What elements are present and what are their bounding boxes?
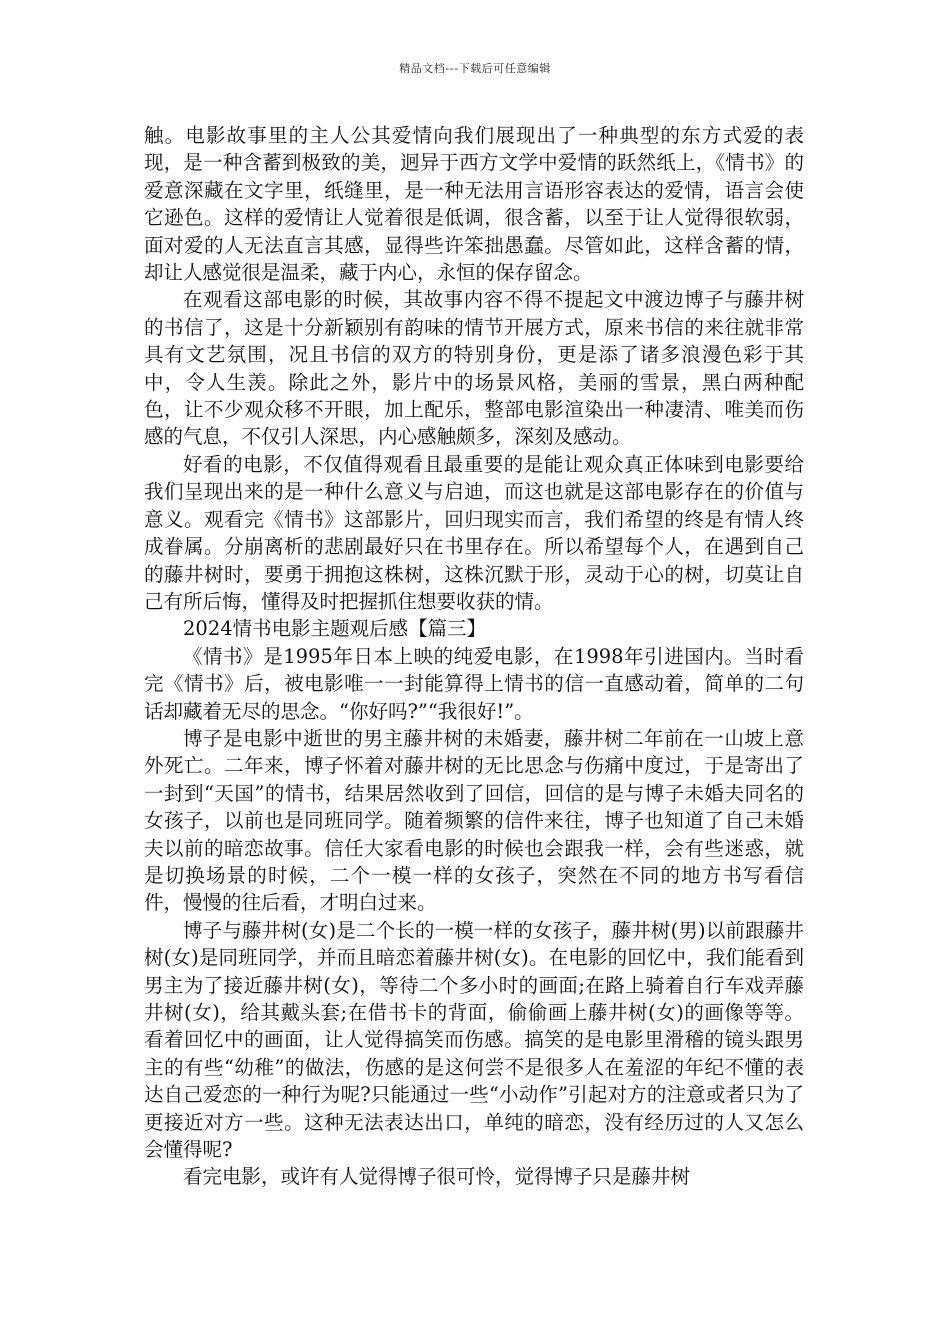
document-body: [144, 122, 804, 1191]
paragraph-2: 在观看这部电影的时候，其故事内容不得不提起文中渡边博子与藤井树的书信了，这是十分新颖别有韵味的情节开展方式，原来书信的来往就非常具有文艺氛围，况且书信的双方的特别身份，更是添了诸多浪漫色彩于其中，令人生羡。除此之外，影片中的场景风格，美丽的雪景，黑白两种配色，让不少观众移不开眼，加上配乐，整部电影渲染出一种凄清、唯美而伤感的气息，不仅引人深思，内心感触颇多，深刻及感动。: [144, 288, 804, 449]
page-header: 精品文档---下载后可任意编辑: [399, 62, 551, 75]
section-heading: 2024情书电影主题观后感【篇三】: [183, 617, 487, 641]
paragraph-3: 好看的电影，不仅值得观看且最重要的是能让观众真正体味到电影要给我们呈现出来的是一种什么意义与启迪，而这也就是这部电影存在的价值与意义。观看完《情书》这部影片，回归现实而言，我们希望的终是有情人终成眷属。分崩离析的悲剧最好只在书里存在。所以希望每个人，在遇到自己的藤井树时，要勇于拥抱这株树，这株沉默于形，灵动于心的树，切莫让自己有所后悔，懂得及时把握抓住想要收获的情。: [144, 452, 804, 613]
paragraph-4: 《情书》是1995年日本上映的纯爱电影，在1998年引进国内。当时看完《情书》后，被电影唯一一封能算得上情书的信一直感动着，简单的二句话却藏着无尽的思念。“你好吗?”“我很好!”。: [144, 644, 804, 723]
paragraph-5: 博子是电影中逝世的男主藤井树的未婚妻，藤井树二年前在一山坡上意外死亡。二年来，博子怀着对藤井树的无比思念与伤痛中度过，于是寄出了一封到“天国”的情书，结果居然收到了回信，回信的是与博子未婚夫同名的女孩子，以前也是同班同学。随着频繁的信件来往，博子也知道了自己未婚夫以前的暗恋故事。信任大家看电影的时候也会跟我一样，会有些迷惑，就是切换场景的时候，二个一模一样的女孩子，突然在不同的地方书写看信件，慢慢的往后看，才明白过来。: [144, 726, 804, 915]
paragraph-7: 看完电影，或许有人觉得博子很可怜，觉得博子只是藤井树: [183, 1165, 691, 1189]
paragraph-6: 博子与藤井树(女)是二个长的一模一样的女孩子，藤井树(男)以前跟藤井树(女)是同班同学，并而且暗恋着藤井树(女)。在电影的回忆中，我们能看到男主为了接近藤井树(女)，等待二个多小时的画面;在路上骑着自行车戏弄藤井树(女)，给其戴头套;在借书卡的背面，偷偷画上藤井树(女)的画像等等。看着回忆中的画面，让人觉得搞笑而伤感。搞笑的是电影里滑稽的镜头跟男主的有些“幼稚”的做法，伤感的是这何尝不是很多人在羞涩的年纪不懂的表达自己爱恋的一种行为呢?只能通过一些“小动作”引起对方的注意或者只为了更接近对方一些。这种无法表达出口，单纯的暗恋，没有经历过的人又怎么会懂得呢?: [144, 918, 804, 1162]
paragraph-1: 触。电影故事里的主人公其爱情向我们展现出了一种典型的东方式爱的表现，是一种含蓄到极致的美，迥异于西方文学中爱情的跃然纸上，《情书》的爱意深藏在文字里，纸缝里，是一种无法用言语形容表达的爱情，语言会使它逊色。这样的爱情让人觉着很是低调，很含蓄，以至于让人觉得很软弱，面对爱的人无法直言其感，显得些许笨拙愚蠢。尽管如此，这样含蓄的情，却让人感觉很是温柔，藏于内心，永恒的保存留念。: [144, 124, 804, 285]
